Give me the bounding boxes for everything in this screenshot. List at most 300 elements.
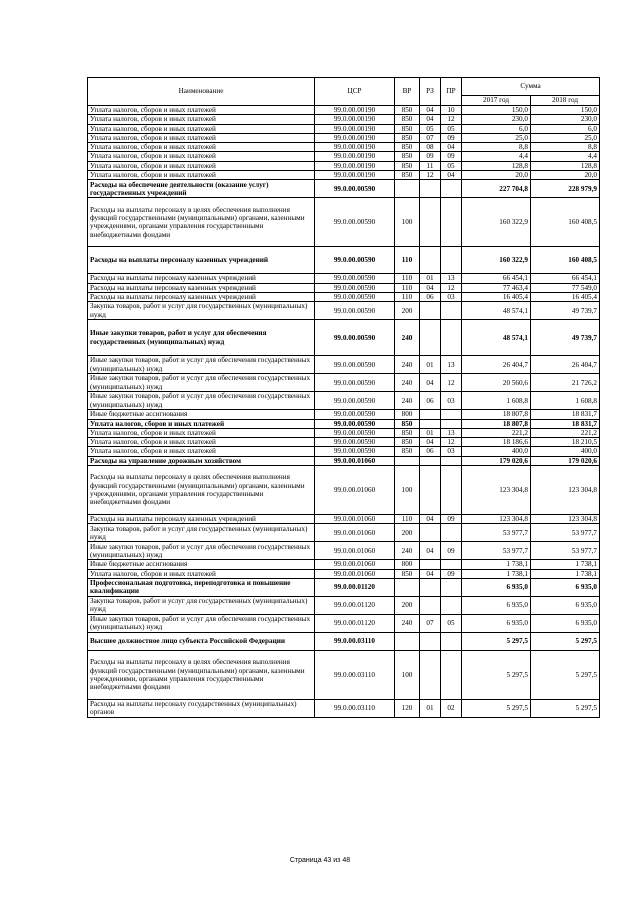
cell-name: Уплата налогов, сборов и иных платежей bbox=[88, 171, 315, 180]
cell-sum-2018: 6 935,0 bbox=[531, 614, 600, 632]
cell-rz bbox=[420, 410, 441, 419]
cell-pr: 09 bbox=[441, 569, 462, 578]
cell-name: Иные бюджетные ассигнования bbox=[88, 410, 315, 419]
cell-csr: 99.0.00.00590 bbox=[315, 392, 395, 410]
cell-sum-2017: 150,0 bbox=[462, 106, 531, 115]
cell-vr: 110 bbox=[395, 274, 420, 283]
cell-pr: 12 bbox=[441, 115, 462, 124]
cell-sum-2018: 26 404,7 bbox=[531, 356, 600, 374]
cell-sum-2018: 5 297,5 bbox=[531, 650, 600, 699]
cell-pr: 12 bbox=[441, 283, 462, 292]
cell-csr: 99.0.00.01060 bbox=[315, 560, 395, 569]
cell-pr: 12 bbox=[441, 374, 462, 392]
cell-sum-2017: 6 935,0 bbox=[462, 578, 531, 596]
cell-rz: 04 bbox=[420, 515, 441, 524]
cell-rz bbox=[420, 650, 441, 699]
cell-rz bbox=[420, 524, 441, 542]
cell-pr bbox=[441, 650, 462, 699]
table-row bbox=[88, 428, 600, 437]
table-row bbox=[88, 614, 600, 632]
cell-vr: 850 bbox=[395, 438, 420, 447]
cell-sum-2018: 53 977,7 bbox=[531, 542, 600, 560]
cell-sum-2018: 230,0 bbox=[531, 115, 600, 124]
cell-csr: 99.0.00.00590 bbox=[315, 274, 395, 283]
table-row bbox=[88, 133, 600, 142]
cell-sum-2017: 5 297,5 bbox=[462, 632, 531, 650]
cell-sum-2018: 400,0 bbox=[531, 447, 600, 456]
cell-vr: 850 bbox=[395, 133, 420, 142]
cell-vr: 850 bbox=[395, 171, 420, 180]
cell-csr: 99.0.00.00590 bbox=[315, 283, 395, 292]
table-header-row bbox=[88, 78, 600, 96]
cell-rz: 04 bbox=[420, 115, 441, 124]
cell-name: Уплата налогов, сборов и иных платежей bbox=[88, 438, 315, 447]
cell-sum-2017: 8,8 bbox=[462, 143, 531, 152]
cell-rz: 04 bbox=[420, 283, 441, 292]
cell-pr bbox=[441, 632, 462, 650]
cell-sum-2018: 49 739,7 bbox=[531, 320, 600, 356]
table-row bbox=[88, 115, 600, 124]
cell-rz: 04 bbox=[420, 438, 441, 447]
cell-name: Расходы на выплаты персоналу казенных учреждений bbox=[88, 274, 315, 283]
cell-vr: 100 bbox=[395, 198, 420, 247]
cell-sum-2017: 66 454,1 bbox=[462, 274, 531, 283]
cell-rz bbox=[420, 302, 441, 320]
cell-csr: 99.0.00.01060 bbox=[315, 466, 395, 515]
cell-name: Иные бюджетные ассигнования bbox=[88, 560, 315, 569]
cell-sum-2017: 123 304,8 bbox=[462, 466, 531, 515]
cell-sum-2018: 1 738,1 bbox=[531, 569, 600, 578]
cell-rz: 01 bbox=[420, 274, 441, 283]
table-row bbox=[88, 180, 600, 198]
table-row bbox=[88, 456, 600, 465]
page-number: Страница 43 из 48 bbox=[289, 857, 351, 864]
table-row bbox=[88, 632, 600, 650]
cell-sum-2017: 4,4 bbox=[462, 152, 531, 161]
cell-rz: 09 bbox=[420, 152, 441, 161]
cell-pr: 13 bbox=[441, 356, 462, 374]
cell-csr: 99.0.00.01060 bbox=[315, 456, 395, 465]
table-row bbox=[88, 410, 600, 419]
table-row bbox=[88, 438, 600, 447]
header-year-2018: 2018 год bbox=[531, 96, 600, 106]
cell-name: Уплата налогов, сборов и иных платежей bbox=[88, 133, 315, 142]
cell-name: Иные закупки товаров, работ и услуг для обеспечения государственных (муниципальных) нужд bbox=[88, 392, 315, 410]
cell-name: Высшее должностное лицо субъекта Российской Федерации bbox=[88, 632, 315, 650]
cell-pr: 02 bbox=[441, 699, 462, 717]
table-body bbox=[88, 106, 600, 718]
cell-sum-2017: 6,0 bbox=[462, 124, 531, 133]
cell-sum-2017: 227 704,8 bbox=[462, 180, 531, 198]
cell-name: Иные закупки товаров, работ и услуг для обеспечения государственных (муниципальных) нужд bbox=[88, 374, 315, 392]
cell-sum-2018: 5 297,5 bbox=[531, 699, 600, 717]
cell-pr: 04 bbox=[441, 171, 462, 180]
cell-rz: 06 bbox=[420, 447, 441, 456]
cell-name: Расходы на выплаты персоналу казенных учреждений bbox=[88, 247, 315, 274]
cell-sum-2018: 160 408,5 bbox=[531, 198, 600, 247]
cell-sum-2018: 123 304,8 bbox=[531, 466, 600, 515]
cell-sum-2018: 6 935,0 bbox=[531, 596, 600, 614]
cell-rz: 08 bbox=[420, 143, 441, 152]
cell-name: Уплата налогов, сборов и иных платежей bbox=[88, 569, 315, 578]
cell-pr: 09 bbox=[441, 515, 462, 524]
cell-vr: 100 bbox=[395, 650, 420, 699]
table-row bbox=[88, 161, 600, 170]
cell-sum-2018: 20,0 bbox=[531, 171, 600, 180]
cell-sum-2018: 18 210,5 bbox=[531, 438, 600, 447]
cell-pr bbox=[441, 524, 462, 542]
cell-name: Уплата налогов, сборов и иных платежей bbox=[88, 106, 315, 115]
budget-sheet bbox=[87, 77, 599, 718]
cell-name: Уплата налогов, сборов и иных платежей bbox=[88, 152, 315, 161]
cell-name: Уплата налогов, сборов и иных платежей bbox=[88, 115, 315, 124]
cell-pr: 09 bbox=[441, 542, 462, 560]
cell-sum-2017: 123 304,8 bbox=[462, 515, 531, 524]
table-row bbox=[88, 524, 600, 542]
cell-sum-2017: 1 738,1 bbox=[462, 560, 531, 569]
cell-sum-2018: 21 726,2 bbox=[531, 374, 600, 392]
cell-name: Расходы на управление дорожным хозяйством bbox=[88, 456, 315, 465]
cell-csr: 99.0.00.00590 bbox=[315, 198, 395, 247]
cell-sum-2017: 179 020,6 bbox=[462, 456, 531, 465]
cell-pr: 05 bbox=[441, 614, 462, 632]
cell-rz: 07 bbox=[420, 614, 441, 632]
cell-csr: 99.0.00.00590 bbox=[315, 438, 395, 447]
table-row bbox=[88, 650, 600, 699]
cell-name: Расходы на выплаты персоналу в целях обеспечения выполнения функций государственными (муниципальными) органами, казенными учреждениями, органами управления государственными внебюджетными фондами bbox=[88, 650, 315, 699]
cell-sum-2017: 160 322,9 bbox=[462, 247, 531, 274]
cell-vr: 120 bbox=[395, 699, 420, 717]
cell-sum-2017: 26 404,7 bbox=[462, 356, 531, 374]
table-row bbox=[88, 143, 600, 152]
cell-csr: 99.0.00.01120 bbox=[315, 614, 395, 632]
header-year-2017: 2017 год bbox=[462, 96, 531, 106]
cell-sum-2018: 25,0 bbox=[531, 133, 600, 142]
cell-rz bbox=[420, 180, 441, 198]
cell-vr: 850 bbox=[395, 161, 420, 170]
cell-rz: 04 bbox=[420, 106, 441, 115]
cell-csr: 99.0.00.00590 bbox=[315, 410, 395, 419]
cell-csr: 99.0.00.00190 bbox=[315, 143, 395, 152]
cell-csr: 99.0.00.03110 bbox=[315, 650, 395, 699]
cell-csr: 99.0.00.00590 bbox=[315, 292, 395, 301]
cell-csr: 99.0.00.00590 bbox=[315, 419, 395, 428]
cell-vr: 200 bbox=[395, 524, 420, 542]
cell-csr: 99.0.00.00590 bbox=[315, 302, 395, 320]
table-row bbox=[88, 560, 600, 569]
cell-pr bbox=[441, 198, 462, 247]
cell-rz: 01 bbox=[420, 428, 441, 437]
cell-pr: 10 bbox=[441, 106, 462, 115]
cell-rz bbox=[420, 456, 441, 465]
cell-vr: 800 bbox=[395, 410, 420, 419]
cell-name: Расходы на выплаты персоналу казенных учреждений bbox=[88, 515, 315, 524]
cell-name: Иные закупки товаров, работ и услуг для обеспечения государственных (муниципальных) нужд bbox=[88, 356, 315, 374]
cell-name: Иные закупки товаров, работ и услуг для обеспечения государственных (муниципальных) нужд bbox=[88, 614, 315, 632]
cell-sum-2018: 5 297,5 bbox=[531, 632, 600, 650]
cell-sum-2017: 128,8 bbox=[462, 161, 531, 170]
cell-pr: 09 bbox=[441, 152, 462, 161]
cell-sum-2018: 150,0 bbox=[531, 106, 600, 115]
cell-pr bbox=[441, 419, 462, 428]
cell-csr: 99.0.00.01120 bbox=[315, 596, 395, 614]
cell-csr: 99.0.00.00190 bbox=[315, 115, 395, 124]
cell-pr: 03 bbox=[441, 292, 462, 301]
table-row bbox=[88, 283, 600, 292]
cell-name: Расходы на обеспечение деятельности (оказание услуг) государственных учреждений bbox=[88, 180, 315, 198]
cell-rz bbox=[420, 247, 441, 274]
cell-vr: 240 bbox=[395, 320, 420, 356]
cell-vr: 800 bbox=[395, 560, 420, 569]
header-name: Наименование bbox=[88, 78, 315, 106]
cell-pr bbox=[441, 320, 462, 356]
cell-vr: 240 bbox=[395, 356, 420, 374]
cell-sum-2017: 230,0 bbox=[462, 115, 531, 124]
cell-rz: 06 bbox=[420, 292, 441, 301]
cell-csr: 99.0.00.00190 bbox=[315, 106, 395, 115]
cell-pr: 13 bbox=[441, 274, 462, 283]
cell-vr: 200 bbox=[395, 302, 420, 320]
cell-sum-2018: 179 020,6 bbox=[531, 456, 600, 465]
table-row bbox=[88, 302, 600, 320]
cell-vr: 100 bbox=[395, 466, 420, 515]
cell-name: Расходы на выплаты персоналу государственных (муниципальных) органов bbox=[88, 699, 315, 717]
table-row bbox=[88, 247, 600, 274]
cell-sum-2017: 6 935,0 bbox=[462, 614, 531, 632]
cell-csr: 99.0.00.00190 bbox=[315, 124, 395, 133]
cell-rz: 04 bbox=[420, 542, 441, 560]
table-row bbox=[88, 578, 600, 596]
cell-sum-2018: 123 304,8 bbox=[531, 515, 600, 524]
cell-name: Расходы на выплаты персоналу в целях обеспечения выполнения функций государственными (муниципальными) органами, казенными учреждениями, органами управления государственными внебюджетными фондами bbox=[88, 466, 315, 515]
cell-csr: 99.0.00.00590 bbox=[315, 428, 395, 437]
cell-sum-2018: 6 935,0 bbox=[531, 578, 600, 596]
cell-sum-2017: 1 608,8 bbox=[462, 392, 531, 410]
cell-name: Расходы на выплаты персоналу казенных учреждений bbox=[88, 283, 315, 292]
cell-sum-2018: 1 608,8 bbox=[531, 392, 600, 410]
cell-csr: 99.0.00.00590 bbox=[315, 180, 395, 198]
cell-rz: 12 bbox=[420, 171, 441, 180]
cell-csr: 99.0.00.00190 bbox=[315, 171, 395, 180]
table-row bbox=[88, 320, 600, 356]
cell-sum-2017: 20 560,6 bbox=[462, 374, 531, 392]
cell-vr: 850 bbox=[395, 447, 420, 456]
header-pr: ПР bbox=[441, 78, 462, 106]
cell-vr: 850 bbox=[395, 569, 420, 578]
table-row bbox=[88, 274, 600, 283]
cell-vr: 240 bbox=[395, 392, 420, 410]
cell-csr: 99.0.00.00590 bbox=[315, 374, 395, 392]
cell-sum-2018: 18 831,7 bbox=[531, 410, 600, 419]
cell-pr: 12 bbox=[441, 438, 462, 447]
table-row bbox=[88, 106, 600, 115]
table-row bbox=[88, 356, 600, 374]
cell-csr: 99.0.00.01120 bbox=[315, 578, 395, 596]
cell-rz: 01 bbox=[420, 356, 441, 374]
table-row bbox=[88, 466, 600, 515]
cell-name: Иные закупки товаров, работ и услуг для обеспечения государственных (муниципальных) нужд bbox=[88, 320, 315, 356]
cell-name: Уплата налогов, сборов и иных платежей bbox=[88, 447, 315, 456]
cell-sum-2017: 18 186,6 bbox=[462, 438, 531, 447]
cell-sum-2018: 77 549,0 bbox=[531, 283, 600, 292]
table-row bbox=[88, 419, 600, 428]
table-row bbox=[88, 374, 600, 392]
cell-rz: 04 bbox=[420, 374, 441, 392]
cell-sum-2018: 49 739,7 bbox=[531, 302, 600, 320]
table-row bbox=[88, 569, 600, 578]
cell-csr: 99.0.00.03110 bbox=[315, 699, 395, 717]
table-row bbox=[88, 171, 600, 180]
cell-vr: 110 bbox=[395, 292, 420, 301]
cell-sum-2018: 1 738,1 bbox=[531, 560, 600, 569]
cell-name: Уплата налогов, сборов и иных платежей bbox=[88, 161, 315, 170]
cell-csr: 99.0.00.01060 bbox=[315, 515, 395, 524]
cell-csr: 99.0.00.01060 bbox=[315, 569, 395, 578]
cell-rz bbox=[420, 198, 441, 247]
table-row bbox=[88, 198, 600, 247]
cell-name: Расходы на выплаты персоналу казенных учреждений bbox=[88, 292, 315, 301]
cell-pr bbox=[441, 560, 462, 569]
cell-sum-2018: 16 405,4 bbox=[531, 292, 600, 301]
cell-sum-2017: 221,2 bbox=[462, 428, 531, 437]
cell-csr: 99.0.00.01060 bbox=[315, 542, 395, 560]
cell-pr bbox=[441, 466, 462, 515]
cell-vr bbox=[395, 578, 420, 596]
cell-sum-2017: 48 574,1 bbox=[462, 302, 531, 320]
table-row bbox=[88, 392, 600, 410]
cell-sum-2017: 48 574,1 bbox=[462, 320, 531, 356]
cell-name: Закупка товаров, работ и услуг для государственных (муниципальных) нужд bbox=[88, 524, 315, 542]
cell-rz bbox=[420, 560, 441, 569]
cell-vr: 850 bbox=[395, 428, 420, 437]
cell-pr bbox=[441, 578, 462, 596]
cell-vr bbox=[395, 456, 420, 465]
cell-rz bbox=[420, 632, 441, 650]
cell-pr: 09 bbox=[441, 133, 462, 142]
cell-sum-2017: 53 977,7 bbox=[462, 542, 531, 560]
cell-rz: 06 bbox=[420, 392, 441, 410]
cell-pr bbox=[441, 247, 462, 274]
cell-name: Профессиональная подготовка, переподготовка и повышение квалификации bbox=[88, 578, 315, 596]
cell-pr: 13 bbox=[441, 428, 462, 437]
cell-name: Уплата налогов, сборов и иных платежей bbox=[88, 124, 315, 133]
cell-name: Иные закупки товаров, работ и услуг для обеспечения государственных (муниципальных) нужд bbox=[88, 542, 315, 560]
cell-rz bbox=[420, 320, 441, 356]
cell-sum-2018: 4,4 bbox=[531, 152, 600, 161]
cell-vr: 200 bbox=[395, 596, 420, 614]
cell-pr: 04 bbox=[441, 143, 462, 152]
cell-sum-2018: 128,8 bbox=[531, 161, 600, 170]
cell-csr: 99.0.00.00590 bbox=[315, 447, 395, 456]
cell-rz: 01 bbox=[420, 699, 441, 717]
cell-sum-2017: 25,0 bbox=[462, 133, 531, 142]
table-row bbox=[88, 152, 600, 161]
cell-csr: 99.0.00.00590 bbox=[315, 356, 395, 374]
cell-sum-2018: 160 408,5 bbox=[531, 247, 600, 274]
cell-sum-2018: 6,0 bbox=[531, 124, 600, 133]
header-vr: ВР bbox=[395, 78, 420, 106]
cell-rz bbox=[420, 466, 441, 515]
cell-sum-2017: 5 297,5 bbox=[462, 699, 531, 717]
header-csr: ЦСР bbox=[315, 78, 395, 106]
cell-name: Уплата налогов, сборов и иных платежей bbox=[88, 428, 315, 437]
cell-sum-2017: 53 977,7 bbox=[462, 524, 531, 542]
cell-vr: 240 bbox=[395, 614, 420, 632]
cell-vr: 240 bbox=[395, 374, 420, 392]
cell-sum-2017: 18 807,8 bbox=[462, 419, 531, 428]
cell-pr: 03 bbox=[441, 392, 462, 410]
cell-vr: 240 bbox=[395, 542, 420, 560]
cell-sum-2017: 20,0 bbox=[462, 171, 531, 180]
cell-vr bbox=[395, 632, 420, 650]
cell-sum-2017: 160 322,9 bbox=[462, 198, 531, 247]
cell-csr: 99.0.00.00190 bbox=[315, 133, 395, 142]
cell-name: Расходы на выплаты персоналу в целях обеспечения выполнения функций государственными (муниципальными) органами, казенными учреждениями, органами управления государственными внебюджетными фондами bbox=[88, 198, 315, 247]
cell-pr bbox=[441, 596, 462, 614]
cell-sum-2017: 400,0 bbox=[462, 447, 531, 456]
cell-vr: 850 bbox=[395, 115, 420, 124]
cell-csr: 99.0.00.00590 bbox=[315, 320, 395, 356]
cell-rz: 05 bbox=[420, 124, 441, 133]
cell-sum-2017: 6 935,0 bbox=[462, 596, 531, 614]
cell-name: Закупка товаров, работ и услуг для государственных (муниципальных) нужд bbox=[88, 302, 315, 320]
cell-sum-2017: 5 297,5 bbox=[462, 650, 531, 699]
cell-vr: 110 bbox=[395, 515, 420, 524]
cell-vr: 850 bbox=[395, 124, 420, 133]
cell-pr: 05 bbox=[441, 124, 462, 133]
cell-sum-2018: 18 831,7 bbox=[531, 419, 600, 428]
header-rz: РЗ bbox=[420, 78, 441, 106]
cell-rz bbox=[420, 419, 441, 428]
cell-name: Уплата налогов, сборов и иных платежей bbox=[88, 419, 315, 428]
table-row bbox=[88, 515, 600, 524]
cell-pr: 05 bbox=[441, 161, 462, 170]
cell-pr bbox=[441, 410, 462, 419]
table-row bbox=[88, 699, 600, 717]
header-sum: Сумма bbox=[462, 78, 600, 96]
cell-sum-2018: 8,8 bbox=[531, 143, 600, 152]
cell-sum-2017: 1 738,1 bbox=[462, 569, 531, 578]
cell-sum-2018: 53 977,7 bbox=[531, 524, 600, 542]
table-row bbox=[88, 292, 600, 301]
cell-vr: 110 bbox=[395, 283, 420, 292]
cell-vr bbox=[395, 180, 420, 198]
cell-rz: 11 bbox=[420, 161, 441, 170]
cell-sum-2018: 66 454,1 bbox=[531, 274, 600, 283]
cell-rz: 04 bbox=[420, 569, 441, 578]
cell-csr: 99.0.00.00190 bbox=[315, 152, 395, 161]
cell-vr: 850 bbox=[395, 106, 420, 115]
cell-rz bbox=[420, 596, 441, 614]
cell-pr: 03 bbox=[441, 447, 462, 456]
cell-vr: 850 bbox=[395, 143, 420, 152]
cell-vr: 850 bbox=[395, 419, 420, 428]
cell-name: Закупка товаров, работ и услуг для государственных (муниципальных) нужд bbox=[88, 596, 315, 614]
cell-sum-2017: 16 405,4 bbox=[462, 292, 531, 301]
table-row bbox=[88, 596, 600, 614]
cell-vr: 110 bbox=[395, 247, 420, 274]
cell-rz bbox=[420, 578, 441, 596]
table-row bbox=[88, 542, 600, 560]
table-row bbox=[88, 447, 600, 456]
table-row bbox=[88, 124, 600, 133]
budget-table bbox=[87, 77, 600, 718]
cell-sum-2018: 221,2 bbox=[531, 428, 600, 437]
cell-pr bbox=[441, 302, 462, 320]
cell-rz: 07 bbox=[420, 133, 441, 142]
cell-sum-2017: 77 463,4 bbox=[462, 283, 531, 292]
cell-name: Уплата налогов, сборов и иных платежей bbox=[88, 143, 315, 152]
